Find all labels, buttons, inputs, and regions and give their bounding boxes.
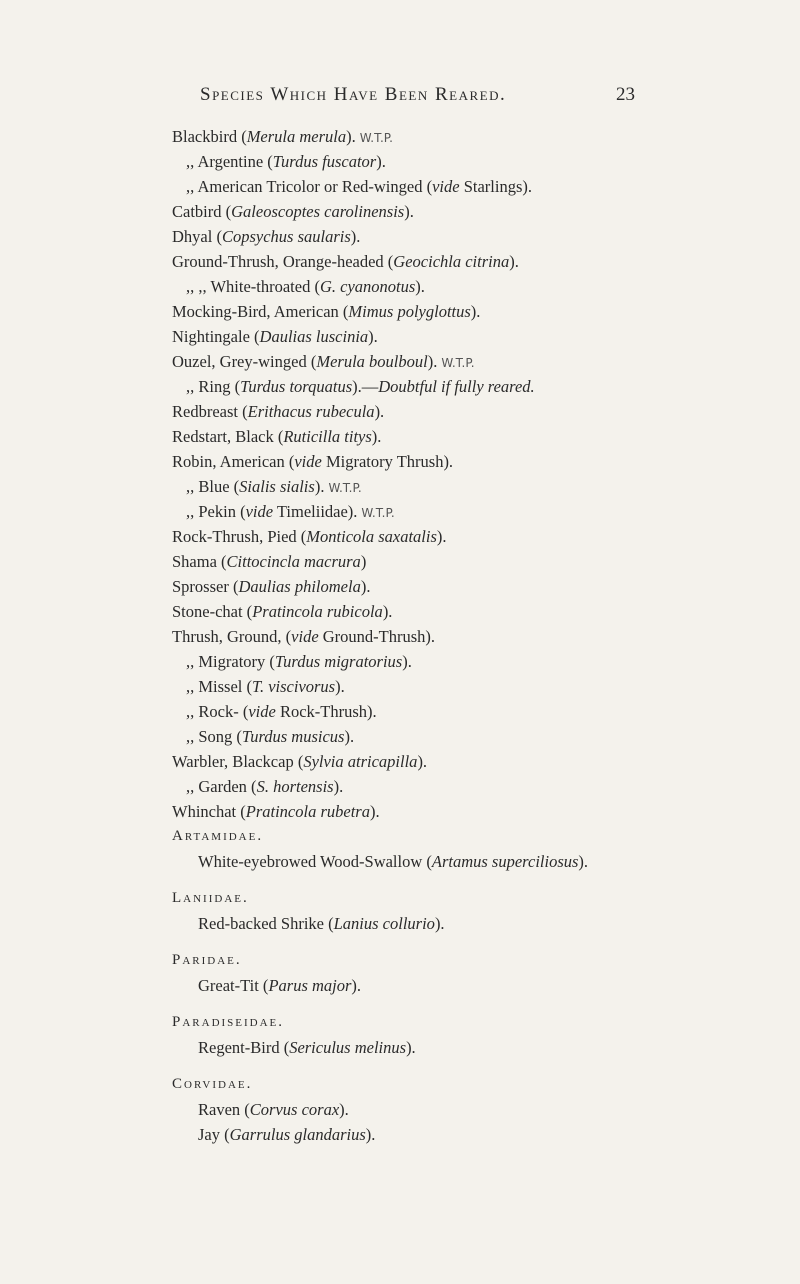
list-item [172,499,792,524]
entry-name: ,, Pekin ( [186,502,246,521]
entry-name: Nightingale ( [172,327,260,346]
list-item [172,324,792,349]
entry-name: White-eyebrowed Wood-Swallow ( [198,852,432,871]
list-item [172,574,792,599]
scientific-name: G. cyanonotus [319,277,416,296]
entry-name: Redstart, Black ( [172,427,284,446]
scientific-name: Monticola saxatalis [306,527,437,546]
scientific-name: Pratincola rubicola [252,602,383,621]
entry-name: Dhyal ( [172,227,222,246]
scientific-name: Lanius collurio [333,914,435,933]
list-item [172,399,792,424]
entry-name: Thrush, Ground, ( [172,627,292,646]
species-list [172,124,792,1147]
turdidae-entries [172,124,792,824]
list-item [172,149,792,174]
scientific-name: Mimus polyglottus [348,302,471,321]
family-heading: Paradiseidae. [172,1014,285,1030]
entry-punct: Migratory Thrush). [321,452,454,471]
list-item [172,973,792,998]
entry-name: Jay ( [198,1125,230,1144]
entry-punct: ).— [352,377,379,396]
entry-punct: Timeliidae). [273,502,358,521]
page-number: 23 [616,84,635,105]
entry-punct: ). [346,127,356,146]
entry-punct: Starlings). [459,177,532,196]
scientific-name: Corvus corax [249,1100,340,1119]
entry-punct: ). [371,427,382,446]
entry-name: Sprosser ( [172,577,239,596]
entry-punct: Rock-Thrush). [275,702,377,721]
entry-name: Raven ( [198,1100,250,1119]
list-item [172,474,792,499]
scientific-name: Geocichla citrina [393,252,510,271]
entry-name: Ouzel, Grey-winged ( [172,352,317,371]
scientific-name: Daulias luscinia [259,327,369,346]
scientific-name: Daulias philomela [238,577,361,596]
scientific-name: Turdus fuscator [272,152,377,171]
scientific-name: vide [432,177,460,196]
list-item [172,799,792,824]
entry-name: Great-Tit ( [198,976,269,995]
entry-punct: ). [344,727,355,746]
list-item [172,749,792,774]
list-item [172,674,792,699]
handwritten-note: W.T.P. [441,356,475,370]
scientific-name: Sylvia atricapilla [303,752,418,771]
scientific-name: Erithacus rubecula [247,402,375,421]
entry-remark: Doubtful if fully reared. [378,377,535,396]
family-heading: Artamidae. [172,828,264,844]
entry-punct: ). [369,802,380,821]
entry-punct: ). [509,252,519,271]
entry-name: Regent-Bird ( [198,1038,290,1057]
entry-punct: Ground-Thrush). [318,627,436,646]
entry-name: Redbreast ( [172,402,248,421]
scientific-name: vide [245,502,274,521]
scientific-name: Sericulus melinus [289,1038,407,1057]
list-item [172,549,792,574]
list-item [172,374,792,399]
list-item [172,599,792,624]
entry-name: Mocking-Bird, American ( [172,302,349,321]
entry-punct: ). [333,777,344,796]
entry-name: ,, Argentine ( [186,152,273,171]
list-item [172,124,792,149]
entry-name: ,, Missel ( [186,677,252,696]
section-gap [172,936,792,948]
scientific-name: Parus major [268,976,352,995]
family-heading: Paridae. [172,952,242,968]
list-item [172,849,792,874]
entry-punct: ). [350,227,361,246]
list-item [172,249,792,274]
entry-punct: ). [415,277,425,296]
entry-punct: ). [434,914,445,933]
list-item [172,299,792,324]
scientific-name: vide [294,452,322,471]
entry-name: Shama ( [172,552,227,571]
list-item [172,449,792,474]
entry-punct: ). [436,527,447,546]
scientific-name: Artamus superciliosus [431,852,579,871]
scientific-name: vide [291,627,319,646]
list-item [172,424,792,449]
entry-punct: ) [360,552,367,571]
family-sections [172,824,792,1147]
entry-punct: ). [339,1100,349,1119]
list-item [172,224,792,249]
entry-name: ,, Garden ( [186,777,257,796]
scientific-name: Sialis sialis [239,477,315,496]
list-item [172,274,792,299]
entry-punct: ). [427,352,438,371]
entry-name: Blackbird ( [172,127,247,146]
list-item [172,174,792,199]
scientific-name: Copsychus saularis [221,227,351,246]
scientific-name: T. viscivorus [252,677,336,696]
entry-name: Ground-Thrush, Orange-headed ( [172,252,394,271]
scientific-name: S. hortensis [256,777,334,796]
entry-name: Warbler, Blackcap ( [172,752,304,771]
handwritten-note: W.T.P. [359,131,393,145]
scientific-name: Garrulus glandarius [229,1125,366,1144]
list-item [172,199,792,224]
entry-name: Stone-chat ( [172,602,253,621]
entry-name: Red-backed Shrike ( [198,914,334,933]
list-item [172,349,792,374]
list-item [172,724,792,749]
entry-punct: ). [314,477,325,496]
entry-punct: ). [376,152,386,171]
list-item [172,524,792,549]
scientific-name: Merula merula [246,127,347,146]
scientific-name: Ruticilla titys [283,427,372,446]
entry-punct: ). [402,652,412,671]
entry-punct: ). [382,602,393,621]
running-header: Species Which Have Been Reared. [200,84,507,105]
entry-name: ,, ,, White-throated ( [186,277,320,296]
entry-name: ,, Migratory ( [186,652,275,671]
entry-name: ,, Blue ( [186,477,240,496]
family-heading: Corvidae. [172,1076,253,1092]
entry-name: ,, Song ( [186,727,242,746]
entry-punct: ). [417,752,428,771]
entry-punct: ). [351,976,362,995]
entry-name: Rock-Thrush, Pied ( [172,527,307,546]
scientific-name: Merula boulboul [316,352,428,371]
entry-punct: ). [368,327,378,346]
list-item [172,1122,792,1147]
family-heading: Laniidae. [172,890,249,906]
entry-name: ,, Ring ( [186,377,241,396]
scientific-name: Pratincola rubetra [245,802,370,821]
entry-punct: ). [404,202,414,221]
list-item [172,1097,792,1122]
entry-name: ,, Rock- ( [186,702,249,721]
entry-name: Robin, American ( [172,452,295,471]
scientific-name: Galeoscoptes carolinensis [231,202,405,221]
entry-punct: ). [360,577,371,596]
list-item [172,911,792,936]
list-item [172,774,792,799]
handwritten-note: W.T.P. [328,481,362,495]
entry-punct: ). [374,402,385,421]
entry-punct: ). [335,677,345,696]
section-gap [172,1060,792,1072]
scientific-name: vide [248,702,276,721]
section-gap [172,998,792,1010]
entry-name: Catbird ( [172,202,232,221]
entry-name: ,, American Tricolor or Red-winged ( [186,177,433,196]
handwritten-note: W.T.P. [361,506,395,520]
entry-name: Whinchat ( [172,802,246,821]
entry-punct: ). [470,302,481,321]
scientific-name: Turdus migratorius [274,652,403,671]
list-item [172,1035,792,1060]
scientific-name: Cittocincla macrura [226,552,361,571]
entry-punct: ). [578,852,589,871]
list-item [172,624,792,649]
list-item [172,699,792,724]
list-item [172,649,792,674]
section-gap [172,874,792,886]
scientific-name: Turdus torquatus [240,377,353,396]
scientific-name: Turdus musicus [241,727,345,746]
entry-punct: ). [365,1125,376,1144]
entry-punct: ). [406,1038,416,1057]
